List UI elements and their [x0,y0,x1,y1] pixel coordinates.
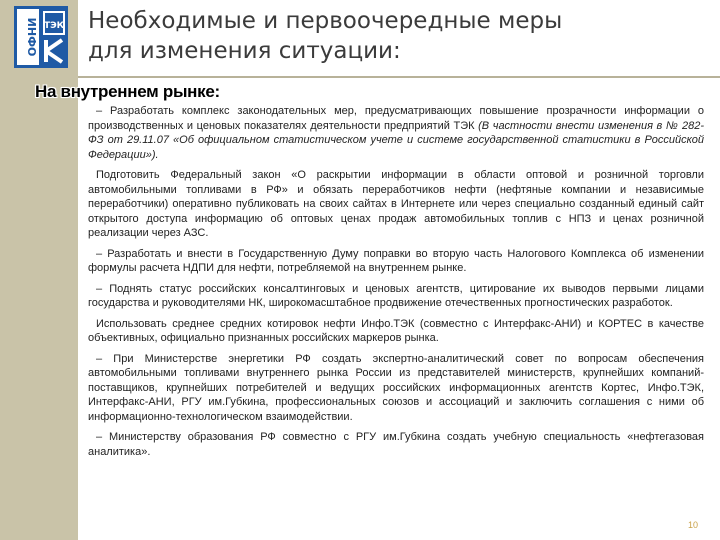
paragraph-1-note: (В частности внести изменения в № 282-ФЗ от 29.11.07 «Об официальном статистическом учете и системе государственной статистики в Российской Федерации»). [88,119,704,161]
logo-letters-right: ТЭК [43,21,65,31]
title-divider [78,76,720,78]
page-number: 10 [687,520,698,530]
paragraph-2: Подготовить Федеральный закон «О раскрытии информации в области оптовой и розничной торговли автомобильными топливами в РФ» и обязать переработчиков нефти (нефтяные компании и независимые переработчики) оперативно публиковать на своих сайтах в Интернете или через специально созданный единый сайт открытого доступа информацию об оптовых ценах продаж автомобильных топлив с НПЗ и ценах розничной реализации через АЗС. [88,169,704,239]
title-line-1: Необходимые и первоочередные меры [88,8,563,34]
title-line-2: для изменения ситуации: [88,38,401,64]
infotek-logo [14,6,68,68]
paragraph-3: – Разработать и внести в Государственную Думу поправки во вторую часть Налогового Комплекса об изменении формулы расчета НДПИ для нефти, потребляемой на внутреннем рынке. [88,247,704,274]
paragraph-5: Использовать среднее средних котировок нефти Инфо.ТЭК (совместно с Интерфакс-АНИ) и КОРТЕС в качестве объективных, официально признанных российских маркеров рынка. [88,317,704,344]
measures-list [88,104,704,465]
paragraph-1-lead: – Разработать комплекс законодательных мер, предусматривающих повышение прозрачности информации о производственных и ценовых показателях деятельности предприятий ТЭК [88,105,704,132]
slide-title [88,6,688,66]
paragraph-4: – Поднять статус российских консалтинговых и ценовых агентств, цитирование их выводов первыми лицами государства и руководителями НК, широкомасштабное продвижение отечественных прогностических разработок. [88,282,704,309]
paragraph-7: – Министерству образования РФ совместно с РГУ им.Губкина создать учебную специальность «нефтегазовая аналитика». [88,431,704,458]
paragraph-6: – При Министерстве энергетики РФ создать экспертно-аналитический совет по вопросам обеспечения автомобильными топливами внутреннего рынка России из представителей министерств, крупнейших компаний-поставщиков, крупнейших потребителей и ведущих российских информационных агентств Кортес, Инфо.ТЭК, Интерфакс-АНИ, РГУ им.Губкина, профессиональных союзов и ассоциаций и заключить соглашения с ними об информационно-технологическом взаимодействии. [88,352,704,423]
logo-letters-left: ИНФО [25,17,38,57]
section-label: На внутреннем рынке: [35,82,220,101]
paragraph-1 [88,104,704,162]
left-decorative-bar [0,0,78,540]
